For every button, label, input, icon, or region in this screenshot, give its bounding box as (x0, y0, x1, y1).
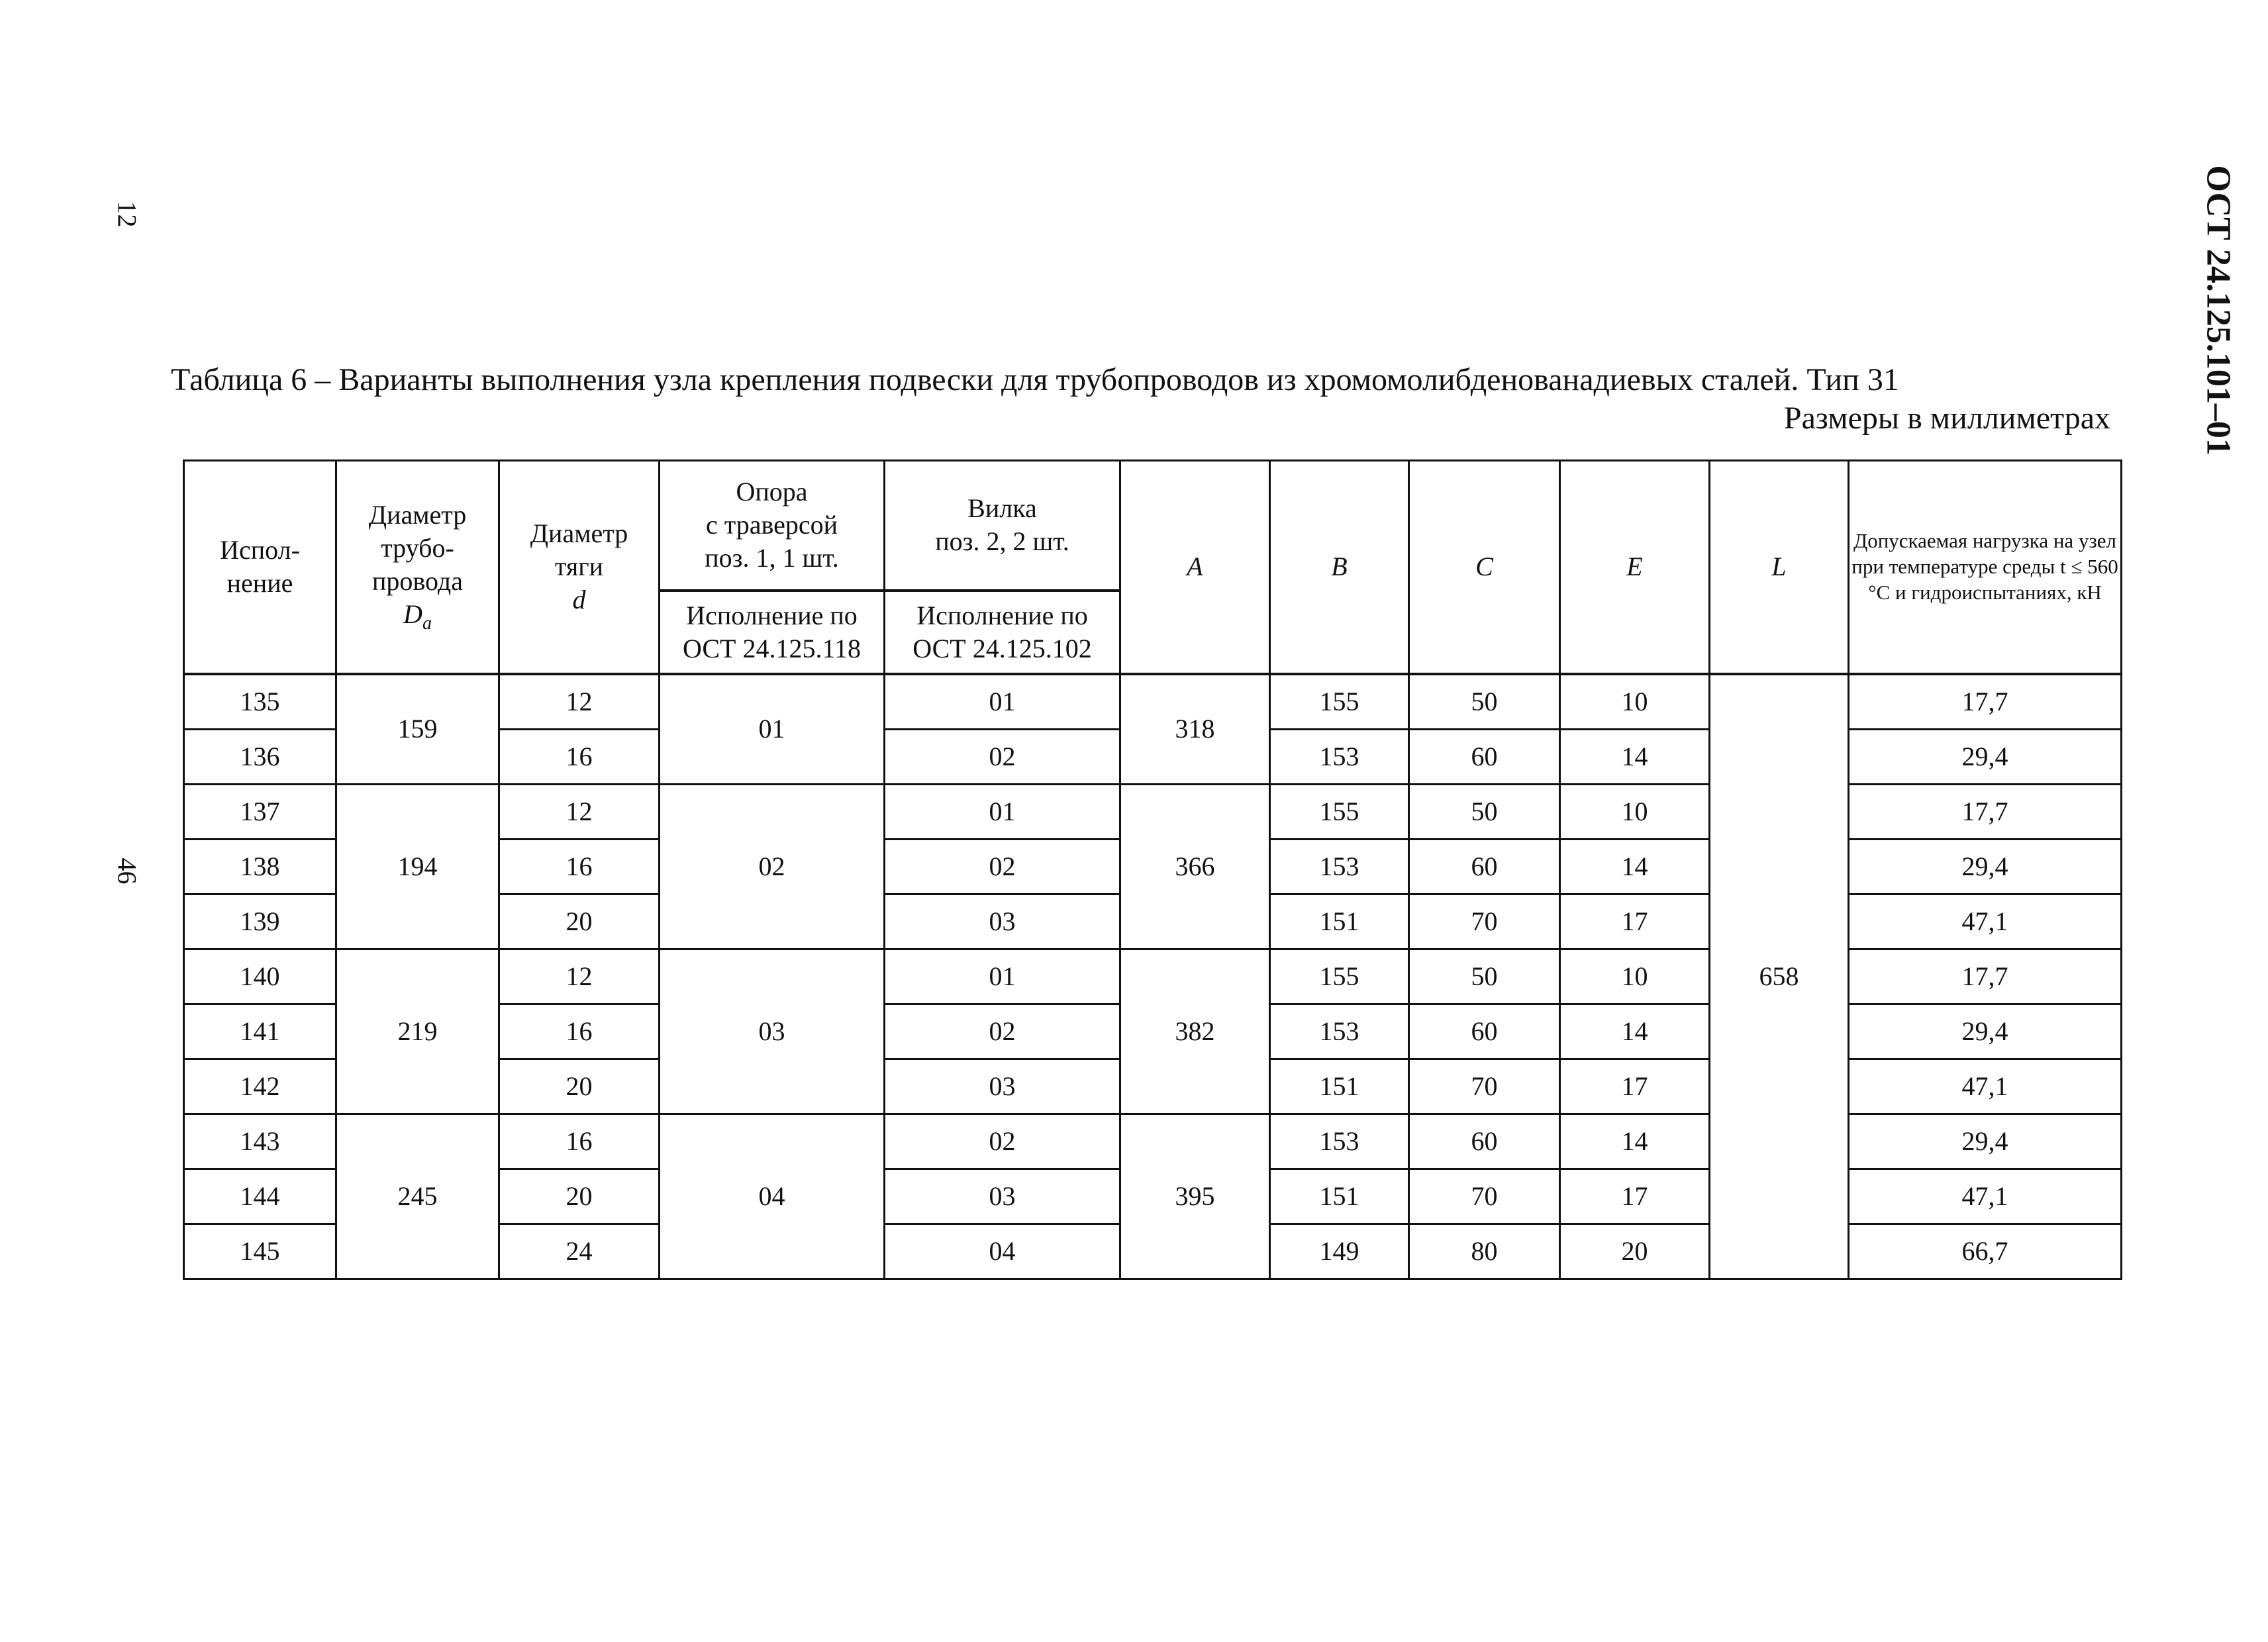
table-header (184, 461, 2122, 674)
cell-b: 155 (1270, 949, 1409, 1004)
cell-fork: 02 (885, 729, 1120, 784)
cell-l: 658 (1710, 674, 1849, 1279)
cell-e: 10 (1560, 784, 1710, 839)
table-body (184, 674, 2122, 1279)
cell-fork: 03 (885, 1059, 1120, 1114)
cell-load: 17,7 (1849, 674, 2122, 730)
cell-execution: 145 (184, 1224, 336, 1279)
header-support: Опора с траверсой поз. 1, 1 шт. (660, 461, 885, 591)
cell-load: 17,7 (1849, 949, 2122, 1004)
header-l: L (1710, 461, 1849, 674)
cell-c: 80 (1409, 1224, 1560, 1279)
cell-fork: 02 (885, 1114, 1120, 1169)
cell-execution: 142 (184, 1059, 336, 1114)
header-e: E (1560, 461, 1710, 674)
cell-a: 318 (1120, 674, 1270, 785)
cell-execution: 141 (184, 1004, 336, 1059)
cell-e: 10 (1560, 949, 1710, 1004)
cell-a: 395 (1120, 1114, 1270, 1279)
units-note: Размеры в миллиметрах (1783, 401, 2110, 436)
cell-c: 60 (1409, 1114, 1560, 1169)
cell-c: 50 (1409, 674, 1560, 730)
page-number-middle: 46 (112, 857, 142, 885)
cell-load: 47,1 (1849, 1059, 2122, 1114)
cell-execution: 139 (184, 894, 336, 949)
header-rod-diameter: Диаметр тяги d (499, 461, 660, 674)
cell-e: 17 (1560, 894, 1710, 949)
cell-b: 153 (1270, 729, 1409, 784)
cell-load: 29,4 (1849, 839, 2122, 894)
cell-a: 366 (1120, 784, 1270, 949)
cell-b: 151 (1270, 1059, 1409, 1114)
cell-execution: 138 (184, 839, 336, 894)
header-load: Допускаемая нагрузка на узел при температуре среды t ≤ 560 °С и гидроиспытаниях, кН (1849, 461, 2122, 674)
cell-c: 70 (1409, 1059, 1560, 1114)
cell-rod-diameter: 16 (499, 1004, 660, 1059)
header-a: A (1120, 461, 1270, 674)
cell-e: 14 (1560, 1004, 1710, 1059)
cell-e: 14 (1560, 729, 1710, 784)
table-title: Таблица 6 – Варианты выполнения узла крепления подвески для трубопроводов из хромомолибденованадиевых сталей. Тип 31 (171, 362, 1899, 397)
cell-e: 17 (1560, 1169, 1710, 1224)
cell-execution: 143 (184, 1114, 336, 1169)
cell-e: 17 (1560, 1059, 1710, 1114)
cell-b: 153 (1270, 839, 1409, 894)
cell-e: 14 (1560, 1114, 1710, 1169)
header-fork: Вилка поз. 2, 2 шт. (885, 461, 1120, 591)
header-pipe-diameter: Диаметр трубо- провода $D_a$ (336, 461, 499, 674)
cell-fork: 02 (885, 839, 1120, 894)
cell-pipe-diameter: 159 (336, 674, 499, 785)
cell-rod-diameter: 12 (499, 674, 660, 730)
cell-c: 60 (1409, 1004, 1560, 1059)
cell-pipe-diameter: 245 (336, 1114, 499, 1279)
cell-c: 60 (1409, 839, 1560, 894)
header-c: C (1409, 461, 1560, 674)
cell-load: 29,4 (1849, 729, 2122, 784)
cell-e: 14 (1560, 839, 1710, 894)
cell-rod-diameter: 12 (499, 949, 660, 1004)
cell-support: 01 (660, 674, 885, 785)
cell-fork: 01 (885, 949, 1120, 1004)
cell-rod-diameter: 20 (499, 1059, 660, 1114)
cell-fork: 03 (885, 1169, 1120, 1224)
cell-support: 03 (660, 949, 885, 1114)
cell-b: 153 (1270, 1004, 1409, 1059)
cell-load: 47,1 (1849, 894, 2122, 949)
cell-c: 70 (1409, 1169, 1560, 1224)
cell-b: 153 (1270, 1114, 1409, 1169)
cell-rod-diameter: 12 (499, 784, 660, 839)
cell-c: 50 (1409, 784, 1560, 839)
cell-b: 155 (1270, 674, 1409, 730)
cell-rod-diameter: 20 (499, 894, 660, 949)
cell-rod-diameter: 20 (499, 1169, 660, 1224)
header-support-standard: Исполнение по ОСТ 24.125.118 (660, 591, 885, 674)
cell-fork: 03 (885, 894, 1120, 949)
cell-fork: 01 (885, 674, 1120, 730)
cell-load: 29,4 (1849, 1004, 2122, 1059)
cell-fork: 02 (885, 1004, 1120, 1059)
cell-rod-diameter: 24 (499, 1224, 660, 1279)
document-code: ОСТ 24.125.101–01 (2199, 165, 2238, 456)
cell-fork: 04 (885, 1224, 1120, 1279)
cell-pipe-diameter: 219 (336, 949, 499, 1114)
cell-load: 66,7 (1849, 1224, 2122, 1279)
cell-execution: 136 (184, 729, 336, 784)
cell-fork: 01 (885, 784, 1120, 839)
header-execution: Испол- нение (184, 461, 336, 674)
cell-load: 17,7 (1849, 784, 2122, 839)
cell-execution: 135 (184, 674, 336, 730)
cell-execution: 137 (184, 784, 336, 839)
cell-load: 29,4 (1849, 1114, 2122, 1169)
cell-rod-diameter: 16 (499, 839, 660, 894)
cell-c: 60 (1409, 729, 1560, 784)
table-row (184, 674, 2122, 730)
variants-table (183, 459, 2122, 1280)
cell-pipe-diameter: 194 (336, 784, 499, 949)
cell-rod-diameter: 16 (499, 729, 660, 784)
cell-support: 02 (660, 784, 885, 949)
cell-b: 151 (1270, 1169, 1409, 1224)
cell-load: 47,1 (1849, 1169, 2122, 1224)
cell-b: 151 (1270, 894, 1409, 949)
cell-a: 382 (1120, 949, 1270, 1114)
cell-c: 50 (1409, 949, 1560, 1004)
cell-execution: 140 (184, 949, 336, 1004)
cell-e: 10 (1560, 674, 1710, 730)
cell-b: 149 (1270, 1224, 1409, 1279)
cell-c: 70 (1409, 894, 1560, 949)
cell-b: 155 (1270, 784, 1409, 839)
cell-rod-diameter: 16 (499, 1114, 660, 1169)
header-fork-standard: Исполнение по ОСТ 24.125.102 (885, 591, 1120, 674)
page-number-top: 12 (112, 201, 142, 228)
cell-execution: 144 (184, 1169, 336, 1224)
cell-support: 04 (660, 1114, 885, 1279)
cell-e: 20 (1560, 1224, 1710, 1279)
header-b: B (1270, 461, 1409, 674)
